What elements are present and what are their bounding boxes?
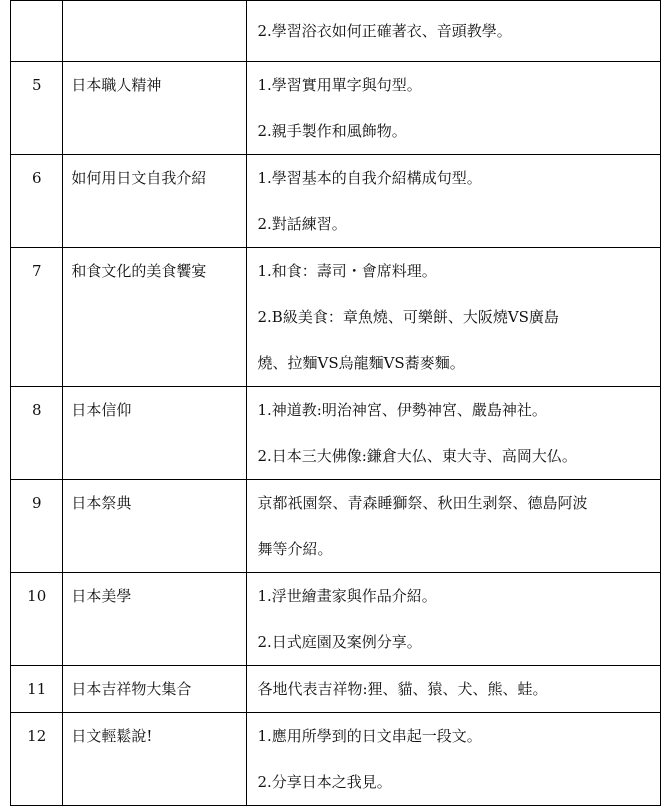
row-topic-cell: 日本吉祥物大集合	[63, 666, 247, 713]
row-number-cell: 8	[11, 387, 63, 480]
content-line: 1.學習實用單字與句型。	[257, 76, 422, 94]
content-line: 2.分享日本之我見。	[257, 773, 392, 791]
content-line: 1.浮世繪畫家與作品介紹。	[257, 587, 437, 605]
content-line: 2.日式庭園及案例分享。	[257, 633, 422, 651]
row-topic-cell: 日本祭典	[63, 480, 247, 573]
row-content-cell	[247, 480, 661, 573]
table-row	[11, 713, 661, 806]
content-line: 各地代表吉祥物:狸、貓、猿、犬、熊、蛙。	[257, 680, 548, 698]
table-row	[11, 248, 661, 387]
row-number-cell: 9	[11, 480, 63, 573]
content-line: 燒、拉麵VS烏龍麵VS蕎麥麵。	[257, 354, 465, 372]
table-row	[11, 573, 661, 666]
table-row	[11, 666, 661, 713]
row-number-cell: 10	[11, 573, 63, 666]
content-line: 2.日本三大佛像:鎌倉大仏、東大寺、高岡大仏。	[257, 447, 577, 465]
row-topic-cell: 日本職人精神	[63, 62, 247, 155]
content-line: 2.親手製作和風飾物。	[257, 122, 407, 140]
table-row	[11, 155, 661, 248]
row-content-cell	[247, 1, 661, 62]
table-row	[11, 387, 661, 480]
table-row	[11, 62, 661, 155]
row-topic-cell: 日本信仰	[63, 387, 247, 480]
row-content-cell	[247, 62, 661, 155]
table-row	[11, 1, 661, 62]
content-line: 舞等介紹。	[257, 540, 333, 558]
row-content-cell	[247, 713, 661, 806]
row-number-cell: 6	[11, 155, 63, 248]
row-topic-cell: 和食文化的美食饗宴	[63, 248, 247, 387]
content-line: 2.B級美食：章魚燒、可樂餅、大阪燒VS廣島	[257, 308, 559, 326]
row-content-cell	[247, 248, 661, 387]
content-line: 京都祇園祭、青森睡獅祭、秋田生剥祭、德島阿波	[257, 494, 588, 512]
content-line: 1.學習基本的自我介紹構成句型。	[257, 169, 482, 187]
content-line: 1.應用所學到的日文串起一段文。	[257, 727, 482, 745]
row-topic-cell: 如何用日文自我介紹	[63, 155, 247, 248]
content-line: 2.對話練習。	[257, 215, 347, 233]
table-row	[11, 480, 661, 573]
row-content-cell	[247, 573, 661, 666]
row-number-cell: 5	[11, 62, 63, 155]
row-number-cell	[11, 1, 63, 62]
row-number-cell: 12	[11, 713, 63, 806]
content-line: 1.和食：壽司・會席料理。	[257, 262, 437, 280]
row-content-cell	[247, 155, 661, 248]
curriculum-table	[10, 0, 661, 806]
row-content-cell	[247, 666, 661, 713]
row-number-cell: 7	[11, 248, 63, 387]
row-topic-cell: 日文輕鬆說!	[63, 713, 247, 806]
row-number-cell: 11	[11, 666, 63, 713]
row-topic-cell: 日本美學	[63, 573, 247, 666]
content-line: 2.學習浴衣如何正確著衣、音頭教學。	[257, 22, 512, 40]
content-line: 1.神道教:明治神宮、伊勢神宮、嚴島神社。	[257, 401, 547, 419]
row-content-cell	[247, 387, 661, 480]
row-topic-cell	[63, 1, 247, 62]
